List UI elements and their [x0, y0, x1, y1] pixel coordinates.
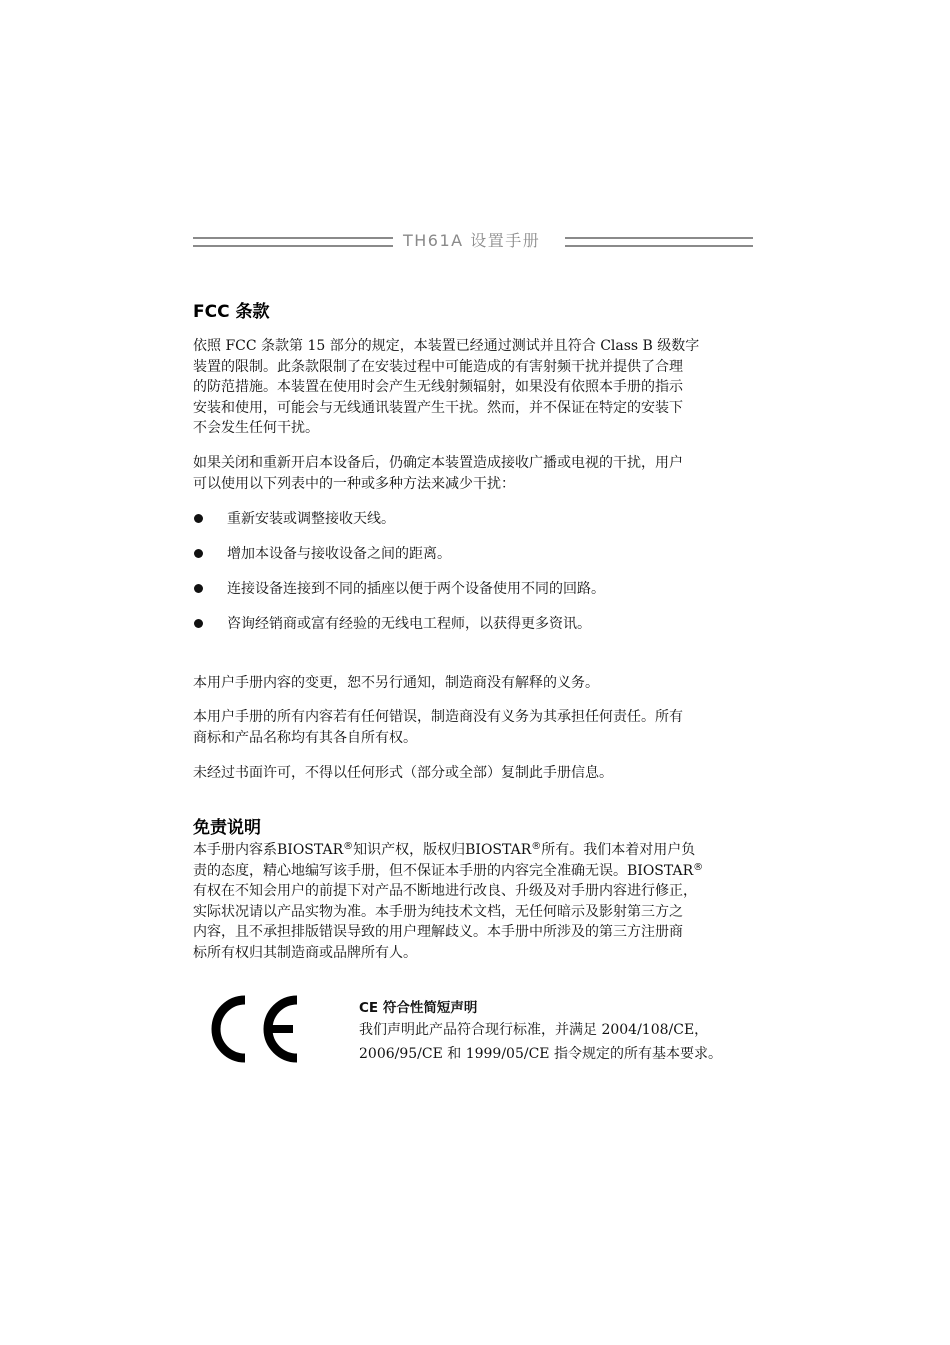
text-line: 有权在不知会用户的前提下对产品不断地进行改良、升级及对手册内容进行修正， [193, 883, 697, 899]
text-segment: 责的态度，精心地编写该手册，但不保证本手册的内容完全准确无误。BIOSTAR [193, 862, 694, 879]
ce-declaration-text [359, 1018, 759, 1066]
fcc-heading: FCC 条款 [193, 302, 270, 322]
registered-mark: ® [693, 861, 704, 873]
bullet-dot-icon [194, 549, 203, 558]
text-line: 可以使用以下列表中的一种或多种方法来减少干扰： [193, 475, 515, 492]
registered-mark: ® [531, 841, 542, 852]
text-line [193, 861, 753, 882]
text-line: 我们声明此产品符合现行标准，并满足 2004/108/CE， [359, 1022, 709, 1038]
list-item-text: 连接设备连接到不同的插座以便于两个设备使用不同的回路。 [227, 581, 605, 597]
text-line: 本用户手册的所有内容若有任何错误，制造商没有义务为其承担任何责任。所有 [193, 709, 683, 725]
text-line: 内容，且不承担排版错误导致的用户理解歧义。本手册中所涉及的第三方注册商 [193, 924, 683, 940]
list-item [193, 544, 753, 566]
text-segment: 所有。我们本着对用户负 [541, 842, 696, 858]
list-item [193, 579, 753, 601]
text-line: 依照 FCC 条款第 15 部分的规定，本装置已经通过测试并且符合 Class B 级数字 [193, 338, 700, 354]
list-item-text: 增加本设备与接收设备之间的距离。 [227, 546, 451, 562]
header-title: TH61A 设置手册 [403, 231, 541, 250]
notice-paragraph-1 [193, 673, 753, 694]
text-line: 装置的限制。此条款限制了在安装过程中可能造成的有害射频干扰并提供了合理 [193, 358, 683, 375]
text-line: 如果关闭和重新开启本设备后，仍确定本装置造成接收广播或电视的干扰，用户 [193, 455, 683, 471]
text-line: 未经过书面许可，不得以任何形式（部分或全部）复制此手册信息。 [193, 765, 613, 781]
text-segment: 知识产权，版权归BIOSTAR [353, 842, 532, 858]
header-rule-right [565, 237, 753, 247]
ce-declaration-title: CE 符合性简短声明 [359, 1000, 478, 1016]
text-line: 的防范措施。本装置在使用时会产生无线射频辐射，如果没有依照本手册的指示 [193, 379, 683, 395]
fcc-paragraph-2 [193, 453, 753, 494]
registered-mark: ® [343, 841, 354, 852]
ce-mark-logo [205, 990, 305, 1068]
bullet-dot-icon [194, 619, 203, 628]
notice-paragraph-3 [193, 763, 753, 784]
text-segment: 本手册内容系BIOSTAR [193, 842, 344, 858]
list-item-text: 咨询经销商或富有经验的无线电工程师，以获得更多资讯。 [227, 616, 591, 632]
text-line: 本用户手册内容的变更，恕不另行通知，制造商没有解释的义务。 [193, 675, 599, 691]
list-item [193, 614, 753, 636]
text-line: 2006/95/CE 和 1999/05/CE 指令规定的所有基本要求。 [359, 1046, 722, 1062]
text-line: 安装和使用，可能会与无线通讯装置产生干扰。然而，并不保证在特定的安装下 [193, 399, 683, 416]
text-line [193, 840, 753, 861]
page-header [193, 228, 753, 252]
ce-mark-icon [205, 990, 305, 1068]
fcc-paragraph-1 [193, 336, 753, 439]
bullet-dot-icon [194, 584, 203, 593]
text-line: 不会发生任何干扰。 [193, 420, 319, 436]
text-line: 实际状况请以产品实物为准。本手册为纯技术文档，无任何暗示及影射第三方之 [193, 903, 683, 920]
list-item [193, 509, 753, 531]
header-rule-left [193, 237, 393, 247]
disclaimer-heading: 免责说明 [193, 818, 261, 838]
bullet-dot-icon [194, 514, 203, 523]
notice-paragraph-2 [193, 707, 753, 748]
list-item-text: 重新安装或调整接收天线。 [227, 511, 395, 527]
text-line: 商标和产品名称均有其各自所有权。 [193, 729, 417, 746]
text-line: 标所有权归其制造商或品牌所有人。 [193, 944, 417, 961]
disclaimer-paragraph [193, 840, 753, 963]
